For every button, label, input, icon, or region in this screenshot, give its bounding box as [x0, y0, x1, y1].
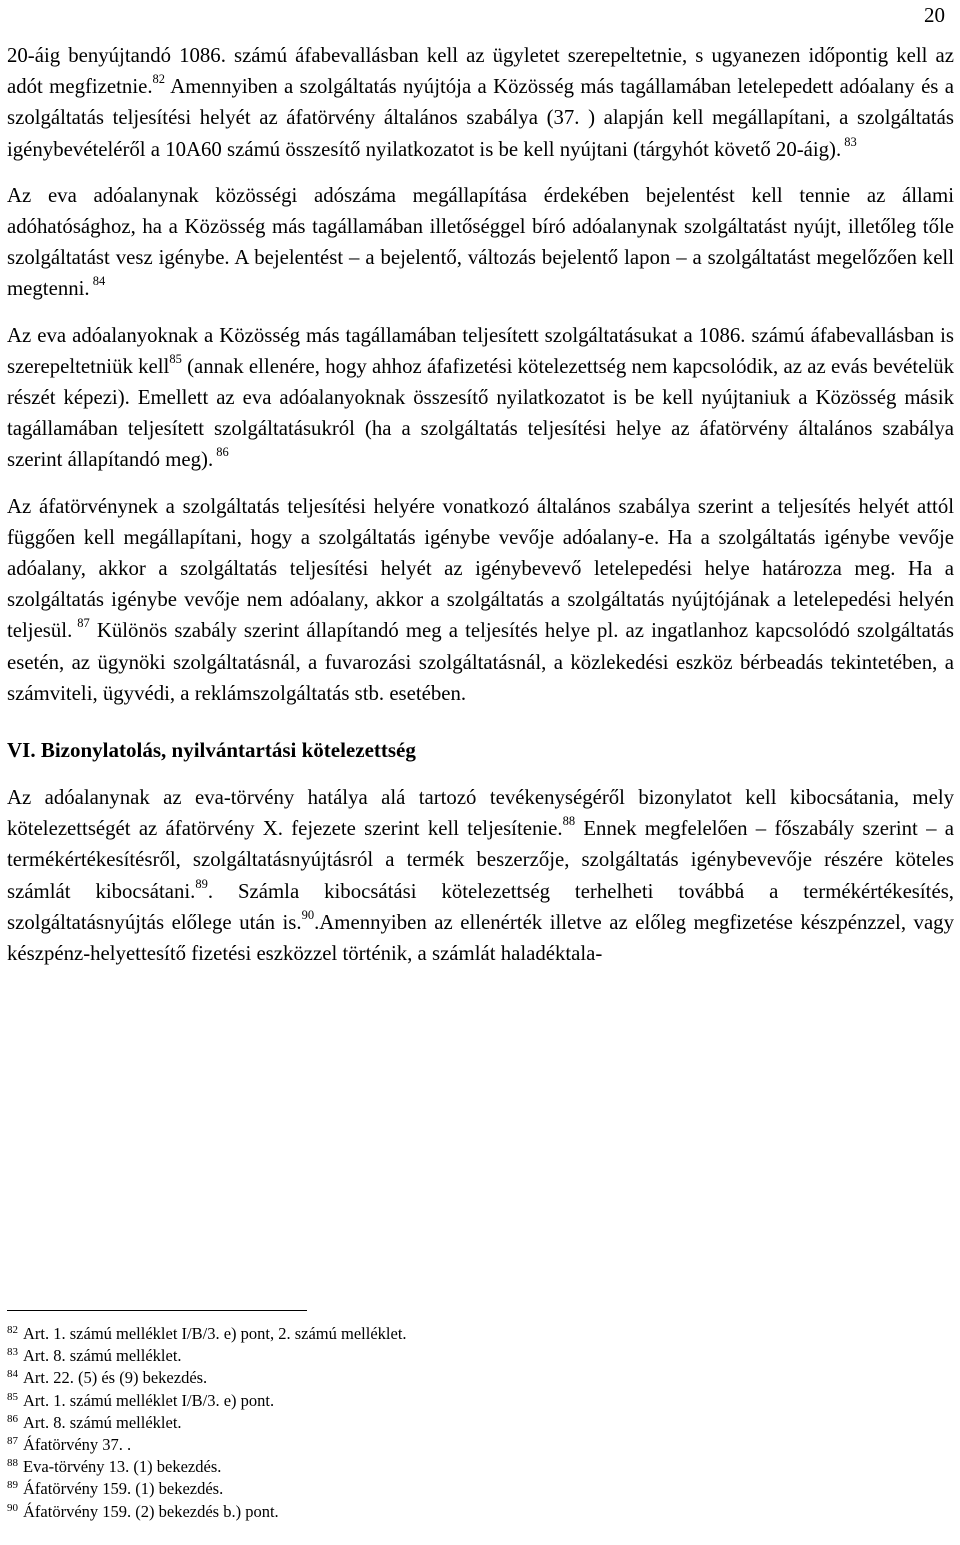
footnote-ref[interactable]: 83: [841, 134, 857, 149]
footnote-text: Áfatörvény 159. (1) bekezdés.: [23, 1479, 224, 1499]
footnote-number: 85: [7, 1390, 18, 1403]
page-number: 20: [924, 3, 945, 27]
footnote-separator: [7, 1310, 307, 1311]
footnote-text: Art. 1. számú melléklet I/B/3. e) pont, 2. számú melléklet.: [23, 1324, 407, 1343]
footnote-number: 86: [7, 1412, 18, 1425]
footnote-item: [7, 1434, 947, 1456]
text-run: Az eva adóalanyoknak a Közösség más tagállamában teljesített szolgáltatásukat a 1086. számú áfabevallásban is szerepeltetniük kell: [7, 323, 954, 378]
footnote-number: 84: [7, 1368, 18, 1381]
footnote-ref[interactable]: 89: [195, 876, 208, 891]
text-run: (annak ellenére, hogy ahhoz áfafizetési kötelezettség nem kapcsolódik, az az evás bevételük részét képezi). Emellett az eva adóalanyoknak összesítő nyilatkozatot is be kell nyújtaniuk a Közösség másik tagállamában teljesített szolgáltatásukról (ha a szolgáltatás teljesítési helye az áfatörvény általános szabálya szerint állapítandó meg).: [7, 354, 954, 472]
footnote-number: 89: [7, 1479, 18, 1492]
footnote-number: 83: [7, 1346, 18, 1359]
text-run: Különös szabály szerint állapítandó meg a teljesítés helye pl. az ingatlanhoz kapcsolódó szolgáltatás esetén, az ügynöki szolgáltatásnál, a fuvarozási szolgáltatásnál, a közlekedési eszköz bérbeadás tekintetében, a számviteli, ügyvédi, a reklámszolgáltatás stb. esetében.: [7, 619, 954, 705]
footnote-number: 88: [7, 1457, 18, 1470]
text-run: .Amennyiben az ellenérték illetve az előleg megfizetése készpénzzel, vagy készpénz-helyettesítő fizetési eszközzel történik, a számlát haladéktala-: [7, 910, 954, 966]
footnote-item: [7, 1323, 947, 1345]
footnotes: [7, 1323, 947, 1523]
footnote-text: Art. 8. számú melléklet.: [23, 1412, 182, 1432]
footnote-text: Áfatörvény 37. .: [23, 1435, 132, 1455]
footnote-ref[interactable]: 88: [562, 814, 576, 829]
footnote-number: 82: [7, 1324, 18, 1336]
footnote-text: Art. 1. számú melléklet I/B/3. e) pont.: [23, 1390, 275, 1410]
text-run: Az eva adóalanynak közösségi adószáma megállapítása érdekében bejelentést kell tennie az állami adóhatósághoz, ha a Közösség más tagállamában illetőséggel bíró adóalanynak szolgáltatást nyújt, illetőleg tőle szolgáltatást vesz igénybe. A bejelentést – a bejelentő, változás bejelentő lapon – a szolgáltatást megelőzően kell megtenni.: [7, 183, 954, 301]
text-run: ) alapján kell megállapítani, a szolgáltatás igénybevételéről a 10A60 számú összesítő nyilatkozatot is be kell nyújtani (tárgyhót követő 20-áig).: [7, 106, 954, 161]
page-body: [7, 40, 954, 969]
paragraph: [7, 491, 954, 709]
footnote-item: [7, 1412, 947, 1434]
text-run: Amennyiben a szolgáltatás nyújtója a Közösség más tagállamában letelepedett adóalany és a szolgáltatás teljesítési helyét az áfatörvény általános szabálya (37.: [7, 75, 954, 130]
footnote-ref[interactable]: 87: [72, 616, 90, 631]
text-run: Az áfatörvénynek a szolgáltatás teljesítési helyére vonatkozó általános szabálya szerint a teljesítés helyét attól függően kell megállapítani, hogy a szolgáltatás igénybe vevője adóalany-e. Ha a szolgáltatás igénybe vevője adóalany, akkor a szolgáltatás teljesítési helyét az igénybevevő letelepedési helye határozza meg. Ha a szolgáltatás igénybe vevője nem adóalany, akkor a szolgáltatás a szolgáltatás nyújtójának a letelepedési helyén teljesül.: [7, 494, 954, 643]
footnote-text: Áfatörvény 159. (2) bekezdés b.) pont.: [23, 1501, 279, 1521]
footnote-number: 87: [7, 1435, 18, 1448]
footnote-text: Art. 22. (5) és (9) bekezdés.: [23, 1368, 208, 1388]
paragraph: [7, 40, 954, 165]
footnote-ref[interactable]: 82: [152, 72, 166, 87]
footnote-ref[interactable]: 90: [301, 907, 315, 922]
paragraph: [7, 180, 954, 305]
footnote-item: [7, 1345, 947, 1367]
footnote-ref[interactable]: 84: [89, 274, 106, 289]
footnote-ref[interactable]: 86: [213, 445, 229, 460]
text-run: Az adóalanynak az eva-törvény hatálya alá tartozó tevékenységéről bizonylatot kell kibocsátania, mely kötelezettségét az áfatörvény X. fejezete szerint kell teljesítenie.: [7, 786, 954, 841]
footnote-item: [7, 1456, 947, 1478]
footnote-item: [7, 1478, 947, 1500]
text-run: 20-áig benyújtandó 1086. számú áfabevallásban kell az ügyletet szerepeltetnie, s ugyanezen időpontig kell az adót megfizetnie.: [7, 44, 954, 99]
paragraph: [7, 320, 954, 476]
section-heading: VI. Bizonylatolás, nyilvántartási kötelezettség: [7, 738, 416, 763]
footnote-text: Art. 8. számú melléklet.: [23, 1346, 182, 1366]
footnote-text: Eva-törvény 13. (1) bekezdés.: [23, 1457, 222, 1477]
footnote-item: [7, 1501, 947, 1523]
footnote-item: [7, 1390, 947, 1412]
text-run: Ennek megfelelően – főszabály szerint – a termékértékesítésről, szolgáltatásnyújtásról a termék beszerzője, szolgáltatás igénybevevője részére köteles számlát kibocsátani.: [7, 817, 955, 903]
footnote-item: [7, 1367, 947, 1389]
footnote-ref[interactable]: 85: [169, 351, 182, 366]
paragraph: [7, 782, 954, 969]
footnote-number: 90: [7, 1501, 18, 1514]
text-run: . Számla kibocsátási kötelezettség terhelheti továbbá a termékértékesítés, szolgáltatásnyújtás előlege után is.: [7, 879, 954, 934]
